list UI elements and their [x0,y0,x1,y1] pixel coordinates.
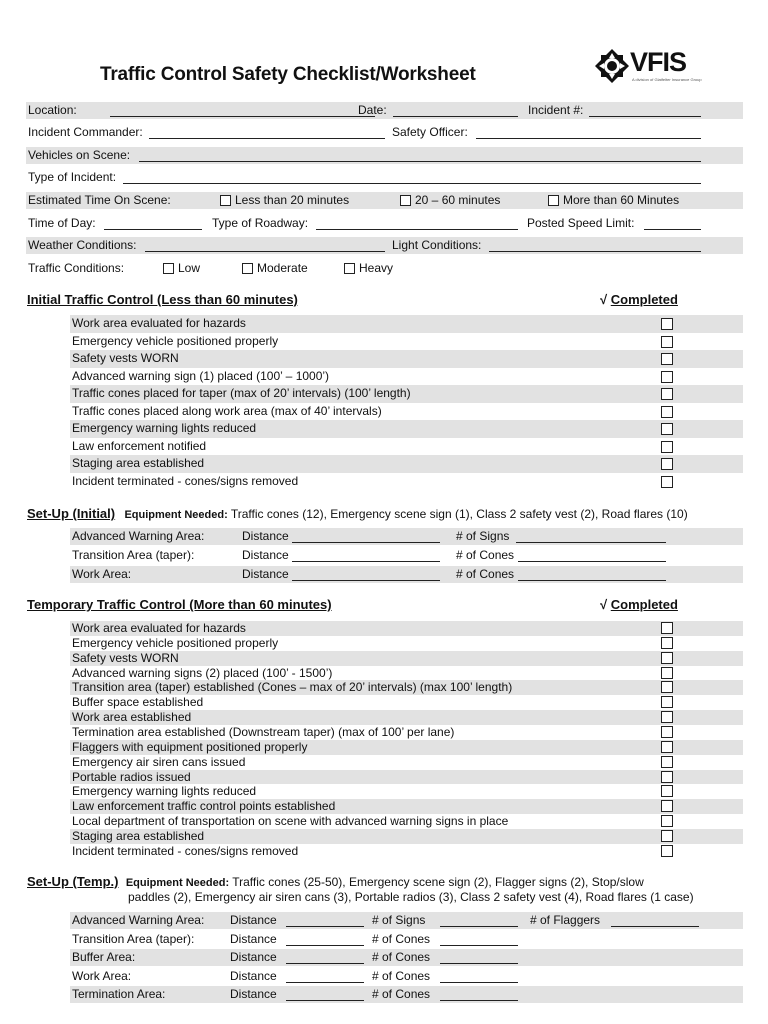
blank-field[interactable] [286,971,364,983]
traffic-opt-low[interactable]: Low [163,260,200,277]
checklist-item-label: Emergency warning lights reduced [72,784,257,799]
completed-checkbox[interactable] [661,785,673,797]
flaggers-label: # of Flaggers [530,913,601,927]
initial-completed-header: √ Completed [600,292,678,307]
count-label: # of Signs [372,913,426,927]
setup-row [70,547,743,564]
checklist-item [70,636,743,651]
checklist-item-label: Work area evaluated for hazards [72,316,246,330]
count-label: # of Cones [372,987,431,1001]
incident-commander-label: Incident Commander: [28,125,143,139]
completed-checkbox[interactable] [661,637,673,649]
completed-checkbox[interactable] [661,458,673,470]
checklist-item [70,666,743,681]
equipment-text: Traffic cones (25-50), Emergency scene sign (2), Flagger signs (2), Stop/slow [232,875,644,889]
checkbox[interactable] [400,195,411,206]
checklist-item [70,473,743,491]
completed-checkbox[interactable] [661,423,673,435]
checklist-item [70,438,743,456]
incident-type-field[interactable] [123,172,701,184]
checklist-item-label: Traffic cones placed along work area (max of 40’ intervals) [72,403,382,418]
blank-field[interactable] [292,550,440,562]
checkbox[interactable] [220,195,231,206]
incident-no-label: Incident #: [528,103,584,117]
count-label: # of Signs [456,529,510,543]
completed-checkbox[interactable] [661,815,673,827]
count-label: # of Cones [456,567,515,581]
completed-checkbox[interactable] [661,771,673,783]
commander-row [26,124,743,141]
completed-checkbox[interactable] [661,830,673,842]
checklist-item [70,710,743,725]
time-of-day-field[interactable] [104,218,202,230]
location-label: Location: [28,103,77,117]
checklist-item-label: Emergency vehicle positioned properly [72,333,279,348]
checklist-item [70,403,743,421]
setup-initial-heading: Set-Up (Initial) [27,506,116,521]
completed-checkbox[interactable] [661,371,673,383]
blank-field[interactable] [286,989,364,1001]
time-of-day-row [26,215,743,232]
area-label: Transition Area (taper): [72,548,195,562]
checklist-item-label: Safety vests WORN [72,650,179,665]
checklist-item-label: Law enforcement traffic control points established [72,799,336,814]
weather-field[interactable] [145,240,385,252]
checklist-item [70,368,743,386]
completed-checkbox[interactable] [661,681,673,693]
roadway-field[interactable] [316,218,518,230]
completed-checkbox[interactable] [661,388,673,400]
area-label: Work Area: [72,968,132,983]
light-label: Light Conditions: [392,238,482,252]
equipment-label: Equipment Needed: [124,509,228,521]
light-field[interactable] [489,240,701,252]
area-label: Work Area: [72,567,132,581]
checklist-item-label: Incident terminated - cones/signs removed [72,473,299,488]
checklist-item [70,695,743,710]
blank-field[interactable] [440,915,518,927]
checklist-item-label: Work area evaluated for hazards [72,621,246,635]
time-opt-3[interactable]: More than 60 Minutes [548,192,679,209]
checklist-item-label: Buffer space established [72,695,204,710]
setup-row [70,986,743,1003]
vehicles-label: Vehicles on Scene: [28,148,131,162]
checklist-item [70,755,743,770]
blank-field[interactable] [440,989,518,1001]
checkbox[interactable] [344,263,355,274]
completed-checkbox[interactable] [661,622,673,634]
checklist-item-label: Emergency vehicle positioned properly [72,635,279,650]
blank-field[interactable] [440,952,518,964]
equipment-text: Traffic cones (12), Emergency scene sign (1), Class 2 safety vest (2), Road flares (10) [230,507,688,521]
completed-checkbox[interactable] [661,353,673,365]
checkbox[interactable] [242,263,253,274]
setup-row [70,968,743,985]
speed-limit-label: Posted Speed Limit: [527,216,635,230]
checklist-item [70,455,743,473]
safety-officer-label: Safety Officer: [392,125,468,139]
distance-label: Distance [242,548,289,562]
checklist-item [70,315,743,333]
checklist-item [70,621,743,636]
checklist-item-label: Emergency warning lights reduced [72,421,257,435]
area-label: Buffer Area: [72,950,136,964]
checklist-item-label: Staging area established [72,828,205,843]
completed-checkbox[interactable] [661,667,673,679]
count-label: # of Cones [372,931,431,946]
blank-field[interactable] [292,569,440,581]
checklist-item-label: Advanced warning signs (2) placed (100’ - 1500’) [72,665,333,680]
blank-field[interactable] [518,569,666,581]
setup-row [70,528,743,545]
checklist-item [70,350,743,368]
logo-tagline: A division of Glatfelter Insurance Group [632,77,702,82]
completed-checkbox[interactable] [661,800,673,812]
distance-label: Distance [230,987,277,1001]
checklist-item [70,784,743,799]
checkbox[interactable] [163,263,174,274]
completed-checkbox[interactable] [661,406,673,418]
checklist-item-label: Advanced warning sign (1) placed (100’ – 1000’) [72,368,330,383]
checklist-item [70,333,743,351]
setup-row [70,912,743,929]
page-title: Traffic Control Safety Checklist/Worksheet [100,64,476,85]
checklist-item-label: Staging area established [72,456,205,470]
completed-checkbox[interactable] [661,696,673,708]
completed-checkbox[interactable] [661,652,673,664]
est-time-label: Estimated Time On Scene: [28,193,171,207]
traffic-row [26,260,743,277]
count-label: # of Cones [372,968,431,983]
checklist-item-label: Law enforcement notified [72,438,207,453]
safety-officer-field[interactable] [476,127,701,139]
traffic-label: Traffic Conditions: [28,261,125,275]
blank-field[interactable] [440,971,518,983]
checklist-item-label: Portable radios issued [72,769,191,784]
checklist-item [70,651,743,666]
count-label: # of Cones [372,950,431,964]
setup-temp [27,874,644,889]
checklist-item-label: Termination area established (Downstream taper) (max of 100’ per lane) [72,724,455,739]
area-label: Termination Area: [72,987,166,1001]
vfis-logo [592,44,712,88]
distance-label: Distance [230,913,277,927]
area-label: Advanced Warning Area: [72,529,205,543]
completed-checkbox[interactable] [661,726,673,738]
blank-field[interactable] [286,952,364,964]
incident-commander-field[interactable] [149,127,385,139]
area-label: Advanced Warning Area: [72,913,205,927]
vehicles-row [26,147,743,164]
checklist-item [70,799,743,814]
distance-label: Distance [242,567,289,581]
checklist-item-label: Emergency air siren cans issued [72,754,246,769]
incident-type-row [26,169,743,186]
completed-checkbox[interactable] [661,741,673,753]
distance-label: Distance [230,950,277,964]
distance-label: Distance [230,968,277,983]
speed-limit-field[interactable] [644,218,701,230]
checklist-item [70,680,743,695]
completed-checkbox[interactable] [661,756,673,768]
checklist-item [70,829,743,844]
blank-field[interactable] [286,915,364,927]
incident-type-label: Type of Incident: [28,170,117,184]
checklist-item [70,740,743,755]
setup-temp-line2: paddles (2), Emergency air siren cans (3), Portable radios (3), Class 2 safety vest (4), Road flares (1 case) [128,890,694,904]
area-label: Transition Area (taper): [72,931,195,946]
vehicles-field[interactable] [139,150,701,162]
blank-field[interactable] [286,934,364,946]
checklist-item-label: Traffic cones placed for taper (max of 20’ intervals) (100’ length) [72,386,411,400]
checklist-item [70,844,743,859]
weather-label: Weather Conditions: [28,238,137,252]
completed-checkbox[interactable] [661,476,673,488]
weather-row [26,237,743,254]
checklist-item [70,770,743,785]
blank-field[interactable] [518,550,666,562]
blank-field[interactable] [440,934,518,946]
traffic-opt-moderate[interactable]: Moderate [242,260,308,277]
date-field[interactable] [393,105,518,117]
blank-field[interactable] [292,531,440,543]
checklist-item [70,814,743,829]
completed-checkbox[interactable] [661,441,673,453]
checklist-item-label: Safety vests WORN [72,351,179,365]
count-label: # of Cones [456,548,515,562]
setup-row [70,949,743,966]
checklist-item-label: Flaggers with equipment positioned properly [72,739,308,754]
location-row [26,102,743,119]
completed-checkbox[interactable] [661,318,673,330]
completed-checkbox[interactable] [661,336,673,348]
checklist-item-label: Work area established [72,710,192,725]
checklist-item-label: Transition area (taper) established (Cones – max of 20’ intervals) (max 100’ length) [72,680,513,695]
traffic-opt-heavy[interactable]: Heavy [344,260,393,277]
completed-checkbox[interactable] [661,711,673,723]
checklist-item [70,420,743,438]
initial-heading: Initial Traffic Control (Less than 60 minutes) [27,292,298,307]
distance-label: Distance [230,931,277,946]
setup-row [70,566,743,583]
setup-row [70,931,743,948]
time-opt-2[interactable]: 20 – 60 minutes [400,192,500,209]
incident-no-field[interactable] [589,105,701,117]
checklist-item [70,725,743,740]
temporary-completed-header: √ Completed [600,597,678,612]
time-of-day-label: Time of Day: [28,216,96,230]
checklist-item-label: Local department of transportation on scene with advanced warning signs in place [72,814,509,829]
location-field[interactable] [110,105,375,117]
blank-field[interactable] [611,915,699,927]
checklist-item [70,385,743,403]
logo-text: VFIS [630,47,687,77]
equipment-label: Equipment Needed: [125,877,230,889]
checklist-item-label: Incident terminated - cones/signs removed [72,843,299,858]
time-opt-1[interactable]: Less than 20 minutes [220,192,349,209]
date-label: Date: [358,103,387,117]
checkbox[interactable] [548,195,559,206]
completed-checkbox[interactable] [661,845,673,857]
setup-initial [27,506,688,521]
maltese-cross-icon [592,46,632,86]
distance-label: Distance [242,529,289,543]
temporary-heading: Temporary Traffic Control (More than 60 minutes) [27,597,332,612]
roadway-label: Type of Roadway: [212,216,309,230]
blank-field[interactable] [516,531,666,543]
est-time-row [26,192,743,209]
setup-temp-heading: Set-Up (Temp.) [27,874,119,889]
